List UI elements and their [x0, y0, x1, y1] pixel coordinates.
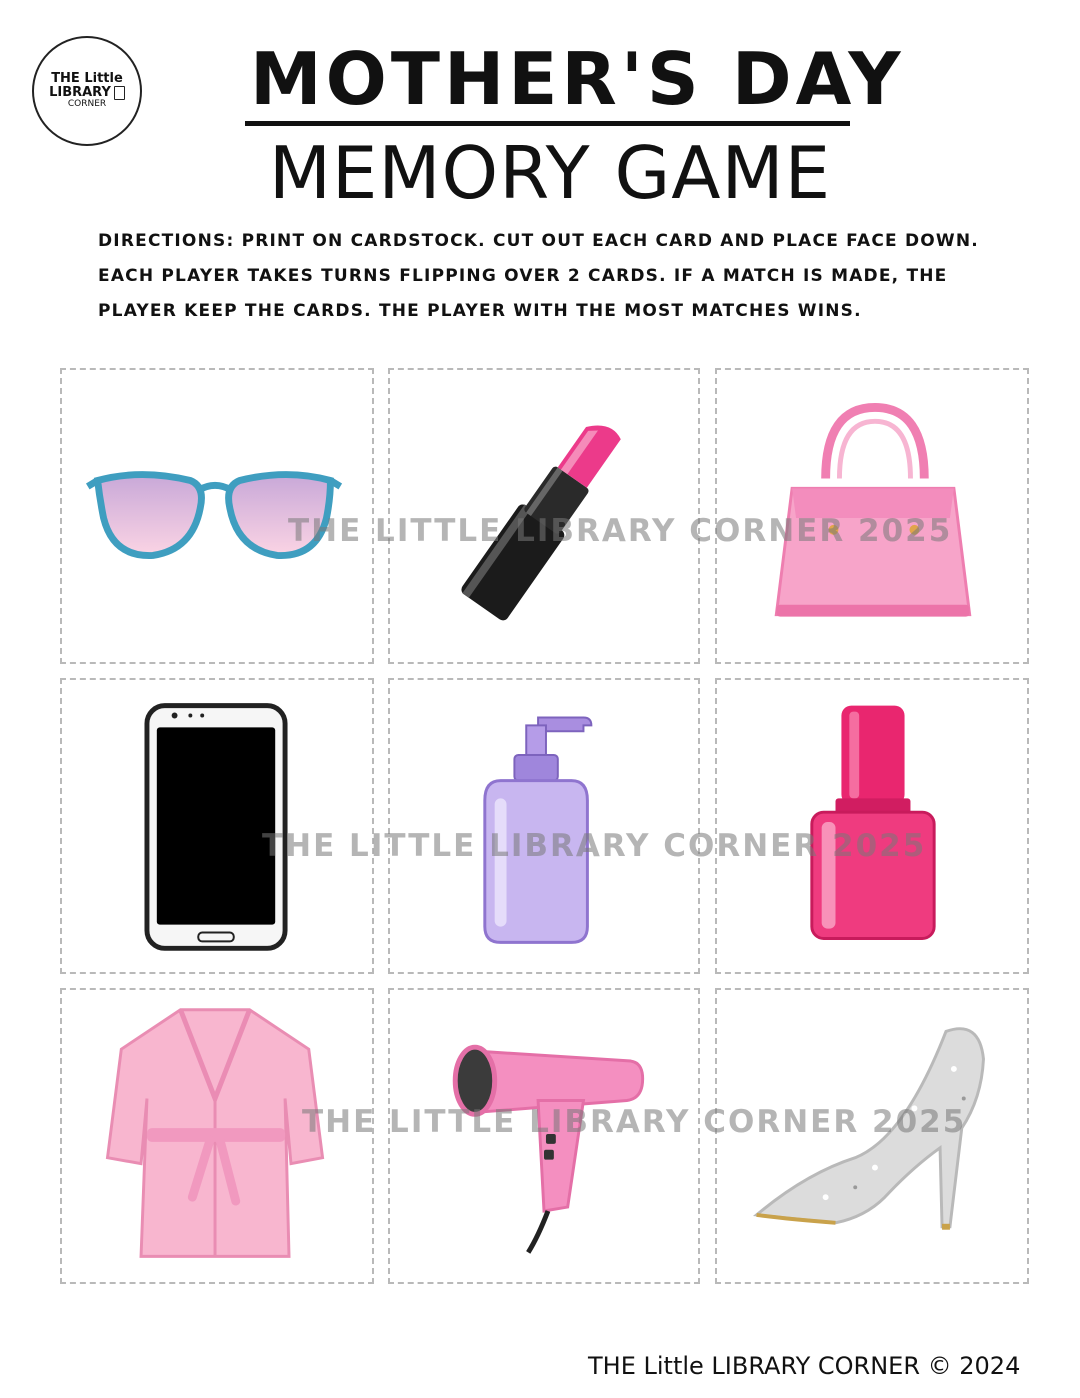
soap-dispenser-icon	[390, 680, 698, 972]
nail-polish-icon	[717, 680, 1027, 972]
title-divider	[245, 121, 850, 126]
page-title: MOTHER'S DAY	[250, 37, 905, 121]
directions-text	[98, 224, 1008, 329]
card-soap-dispenser[interactable]	[388, 678, 700, 974]
directions-line: PLAYER KEEP THE CARDS. THE PLAYER WITH THE MOST MATCHES WINS.	[98, 301, 862, 321]
logo-line-1: THE Little	[51, 71, 123, 87]
watermark-text: THE LITTLE LIBRARY CORNER 2025	[262, 828, 927, 864]
smartphone-icon	[62, 680, 372, 972]
card-nail-polish[interactable]	[715, 678, 1029, 974]
book-icon	[114, 86, 125, 100]
page-subtitle: MEMORY GAME	[268, 131, 832, 215]
directions-line: EACH PLAYER TAKES TURNS FLIPPING OVER 2 CARDS. IF A MATCH IS MADE, THE	[98, 266, 948, 286]
logo-line-3: CORNER	[67, 99, 107, 110]
card-smartphone[interactable]	[60, 678, 374, 974]
brand-logo	[32, 36, 142, 146]
footer-credit: THE Little LIBRARY CORNER © 2024	[588, 1352, 1021, 1380]
watermark-text: THE LITTLE LIBRARY CORNER 2025	[288, 513, 953, 549]
watermark-text: THE LITTLE LIBRARY CORNER 2025	[302, 1104, 967, 1140]
directions-line: DIRECTIONS: PRINT ON CARDSTOCK. CUT OUT EACH CARD AND PLACE FACE DOWN.	[98, 231, 979, 251]
logo-line-2: LIBRARY	[49, 85, 111, 101]
